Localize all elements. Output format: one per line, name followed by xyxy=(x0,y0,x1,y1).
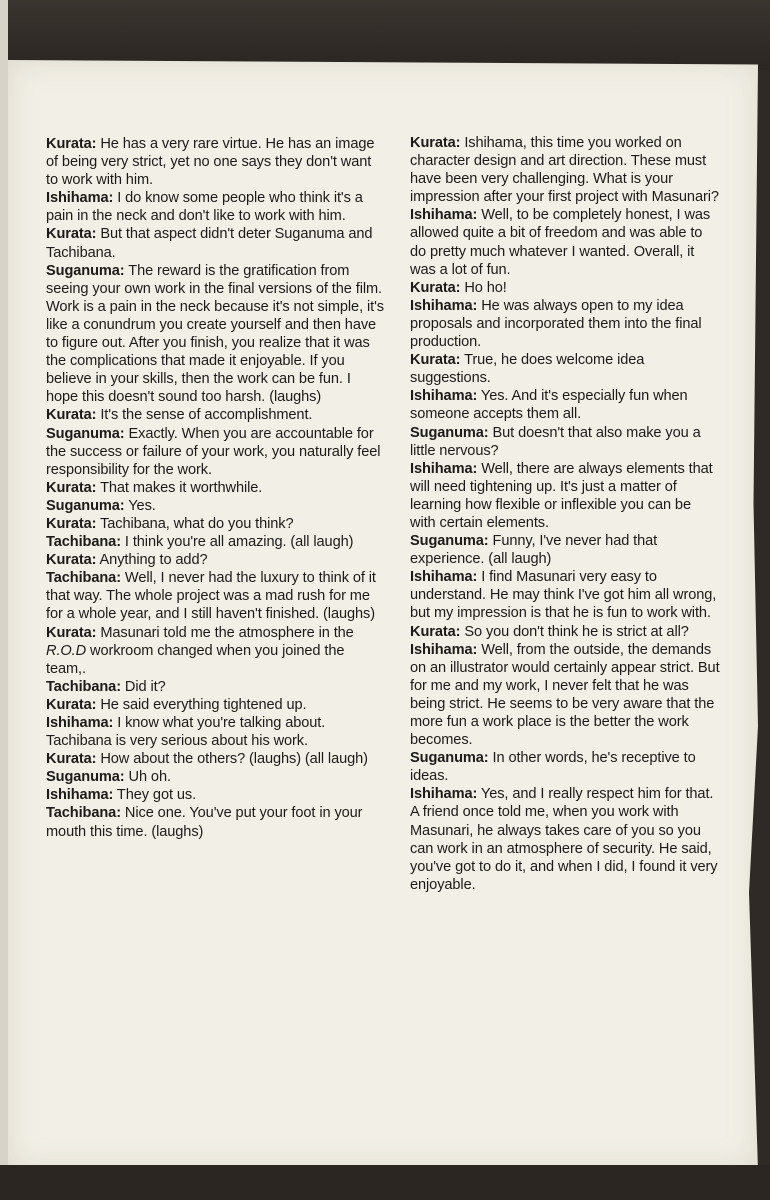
dialogue-line xyxy=(46,406,386,424)
dialogue-line xyxy=(46,804,386,840)
dialogue-line xyxy=(410,297,720,351)
dialogue-text: So you don't think he is strict at all? xyxy=(460,623,689,640)
scan-border-left xyxy=(0,0,8,1200)
speaker-name: Kurata: xyxy=(46,226,97,243)
dialogue-text: He has a very rare virtue. He has an image of being very strict, yet no one says they don't want to work with him. xyxy=(46,136,375,189)
speaker-name: Kurata: xyxy=(46,136,97,152)
speaker-name: Ishihama: xyxy=(410,786,478,803)
dialogue-text: Ho ho! xyxy=(460,279,507,296)
speaker-name: Suganuma: xyxy=(46,262,125,279)
speaker-name: Kurata: xyxy=(410,135,461,151)
dialogue-text: workroom changed when you joined the team,. xyxy=(46,642,345,677)
dialogue-line xyxy=(46,696,386,714)
speaker-name: Kurata: xyxy=(46,624,97,641)
dialogue-line xyxy=(46,425,386,479)
dialogue-line xyxy=(410,279,720,297)
dialogue-text: But doesn't that also make you a little nervous? xyxy=(410,424,701,459)
dialogue-line xyxy=(46,479,386,497)
dialogue-text: They got us. xyxy=(113,787,197,804)
dialogue-line xyxy=(46,189,386,225)
dialogue-line xyxy=(410,387,720,423)
right-column xyxy=(410,134,720,894)
dialogue-line xyxy=(410,460,720,532)
speaker-name: Kurata: xyxy=(46,751,97,768)
dialogue-text: I know what you're talking about. Tachibana is very serious about his work. xyxy=(46,715,326,750)
dialogue-line xyxy=(410,785,720,894)
speaker-name: Kurata: xyxy=(46,515,97,532)
speaker-name: Suganuma: xyxy=(46,425,125,442)
dialogue-text: I think you're all amazing. (all laugh) xyxy=(120,534,354,551)
dialogue-text: Well, there are always elements that will need tightening up. It's just a matter of learning how flexible or inflexible you can be with certain elements. xyxy=(410,460,713,531)
dialogue-line xyxy=(46,624,386,678)
speaker-name: Kurata: xyxy=(410,352,461,369)
speaker-name: Suganuma: xyxy=(410,750,489,767)
left-column xyxy=(46,135,386,841)
dialogue-text: Well, I never had the luxury to think of it that way. The whole project was a mad rush for me for a whole year, and I still haven't finished. (laughs) xyxy=(46,570,376,623)
speaker-name: Kurata: xyxy=(410,279,461,296)
dialogue-line xyxy=(46,768,386,786)
dialogue-text: Funny, I've never had that experience. (all laugh) xyxy=(410,533,658,568)
speaker-name: Suganuma: xyxy=(410,424,489,441)
dialogue-text: Yes. xyxy=(124,497,156,514)
dialogue-line xyxy=(46,569,386,623)
dialogue-line xyxy=(410,623,720,641)
speaker-name: Ishihama: xyxy=(410,641,478,658)
dialogue-text: Did it? xyxy=(120,678,166,695)
speaker-name: Kurata: xyxy=(46,696,97,713)
dialogue-line xyxy=(410,206,720,278)
speaker-name: Ishihama: xyxy=(46,190,114,207)
speaker-name: Kurata: xyxy=(410,623,461,640)
dialogue-text: Exactly. When you are accountable for the success or failure of your work, you naturally feel responsibility for the work. xyxy=(46,425,381,478)
dialogue-text: Well, from the outside, the demands on an illustrator would certainly appear strict. But for me and my work, I never felt that he was being strict. He seems to be very aware that the more fun a work place is the better the work becomes. xyxy=(410,641,720,749)
dialogue-line xyxy=(46,786,386,804)
speaker-name: Ishihama: xyxy=(410,460,478,477)
dialogue-text: He was always open to my idea proposals and incorporated them into the final production. xyxy=(410,297,702,351)
speaker-name: Ishihama: xyxy=(46,787,114,804)
speaker-name: Ishihama: xyxy=(410,297,478,314)
speaker-name: Kurata: xyxy=(46,479,97,496)
scan-border-top xyxy=(0,0,770,70)
speaker-name: Kurata: xyxy=(46,407,97,424)
dialogue-line xyxy=(410,351,720,387)
dialogue-line xyxy=(410,749,720,785)
speaker-name: Suganuma: xyxy=(46,769,125,786)
dialogue-line xyxy=(46,551,386,569)
dialogue-text: Yes, and I really respect him for that. A friend once told me, when you work with Masunari, he always takes care of you so you can work in an atmosphere of security. He said, you've got to do it, and when I did, I found it very enjoyable. xyxy=(410,786,718,893)
dialogue-line xyxy=(410,424,720,460)
dialogue-line xyxy=(410,641,720,750)
dialogue-line xyxy=(46,262,386,407)
dialogue-text: How about the others? (laughs) (all laugh) xyxy=(96,751,368,768)
dialogue-text: Nice one. You've put your foot in your mouth this time. (laughs) xyxy=(46,805,363,840)
dialogue-text: That makes it worthwhile. xyxy=(96,479,263,496)
speaker-name: Suganuma: xyxy=(410,533,489,550)
dialogue-text: Ishihama, this time you worked on character design and art direction. These must have been very challenging. What is your impression after your first project with Masunari? xyxy=(410,135,719,206)
dialogue-text: I do know some people who think it's a pain in the neck and don't like to work with him. xyxy=(46,190,363,225)
work-title: R.O.D xyxy=(46,642,87,659)
speaker-name: Suganuma: xyxy=(46,497,125,514)
dialogue-text: Uh oh. xyxy=(124,769,171,786)
dialogue-line xyxy=(46,750,386,768)
scan-border-bottom xyxy=(0,1165,770,1200)
speaker-name: Tachibana: xyxy=(46,534,121,551)
dialogue-line xyxy=(46,714,386,750)
dialogue-line xyxy=(46,497,386,515)
speaker-name: Ishihama: xyxy=(46,715,114,731)
speaker-name: Tachibana: xyxy=(46,570,121,587)
speaker-name: Ishihama: xyxy=(410,388,478,405)
speaker-name: Kurata: xyxy=(46,552,97,569)
dialogue-text: In other words, he's receptive to ideas. xyxy=(410,750,696,785)
dialogue-text: I find Masunari very easy to understand. He may think I've got him all wrong, but my impression is that he is fun to work with. xyxy=(410,569,717,622)
dialogue-text: The reward is the gratification from seeing your own work in the final versions of the film. Work is a pain in the neck because it's not simple, it's like a conundrum you create yourself and then have to figure out. After you finish, you realize that it was the complications that made it enjoyable. If you believe in your skills, then the work can be fun. I hope this doesn't sound too harsh. (laughs) xyxy=(46,262,384,406)
dialogue-text: But that aspect didn't deter Suganuma and Tachibana. xyxy=(46,226,373,261)
dialogue-line xyxy=(410,532,720,568)
dialogue-text: Yes. And it's especially fun when someone accepts them all. xyxy=(410,388,688,423)
dialogue-line xyxy=(46,135,386,189)
dialogue-line xyxy=(46,225,386,261)
speaker-name: Tachibana: xyxy=(46,678,121,695)
dialogue-line xyxy=(46,515,386,533)
dialogue-text: Anything to add? xyxy=(96,552,208,569)
dialogue-text: Well, to be completely honest, I was allowed quite a bit of freedom and was able to do pretty much whatever I wanted. Overall, it was a lot of fun. xyxy=(410,207,711,278)
speaker-name: Tachibana: xyxy=(46,805,121,822)
dialogue-line xyxy=(46,533,386,551)
dialogue-text: He said everything tightened up. xyxy=(96,696,307,713)
dialogue-text: True, he does welcome idea suggestions. xyxy=(410,352,645,387)
dialogue-line xyxy=(410,134,720,206)
dialogue-text: It's the sense of accomplishment. xyxy=(96,407,313,424)
speaker-name: Ishihama: xyxy=(410,569,478,586)
dialogue-text: Tachibana, what do you think? xyxy=(96,515,294,532)
dialogue-line xyxy=(410,568,720,622)
dialogue-line xyxy=(46,678,386,696)
speaker-name: Ishihama: xyxy=(410,207,478,224)
dialogue-text: Masunari told me the atmosphere in the xyxy=(96,624,354,641)
